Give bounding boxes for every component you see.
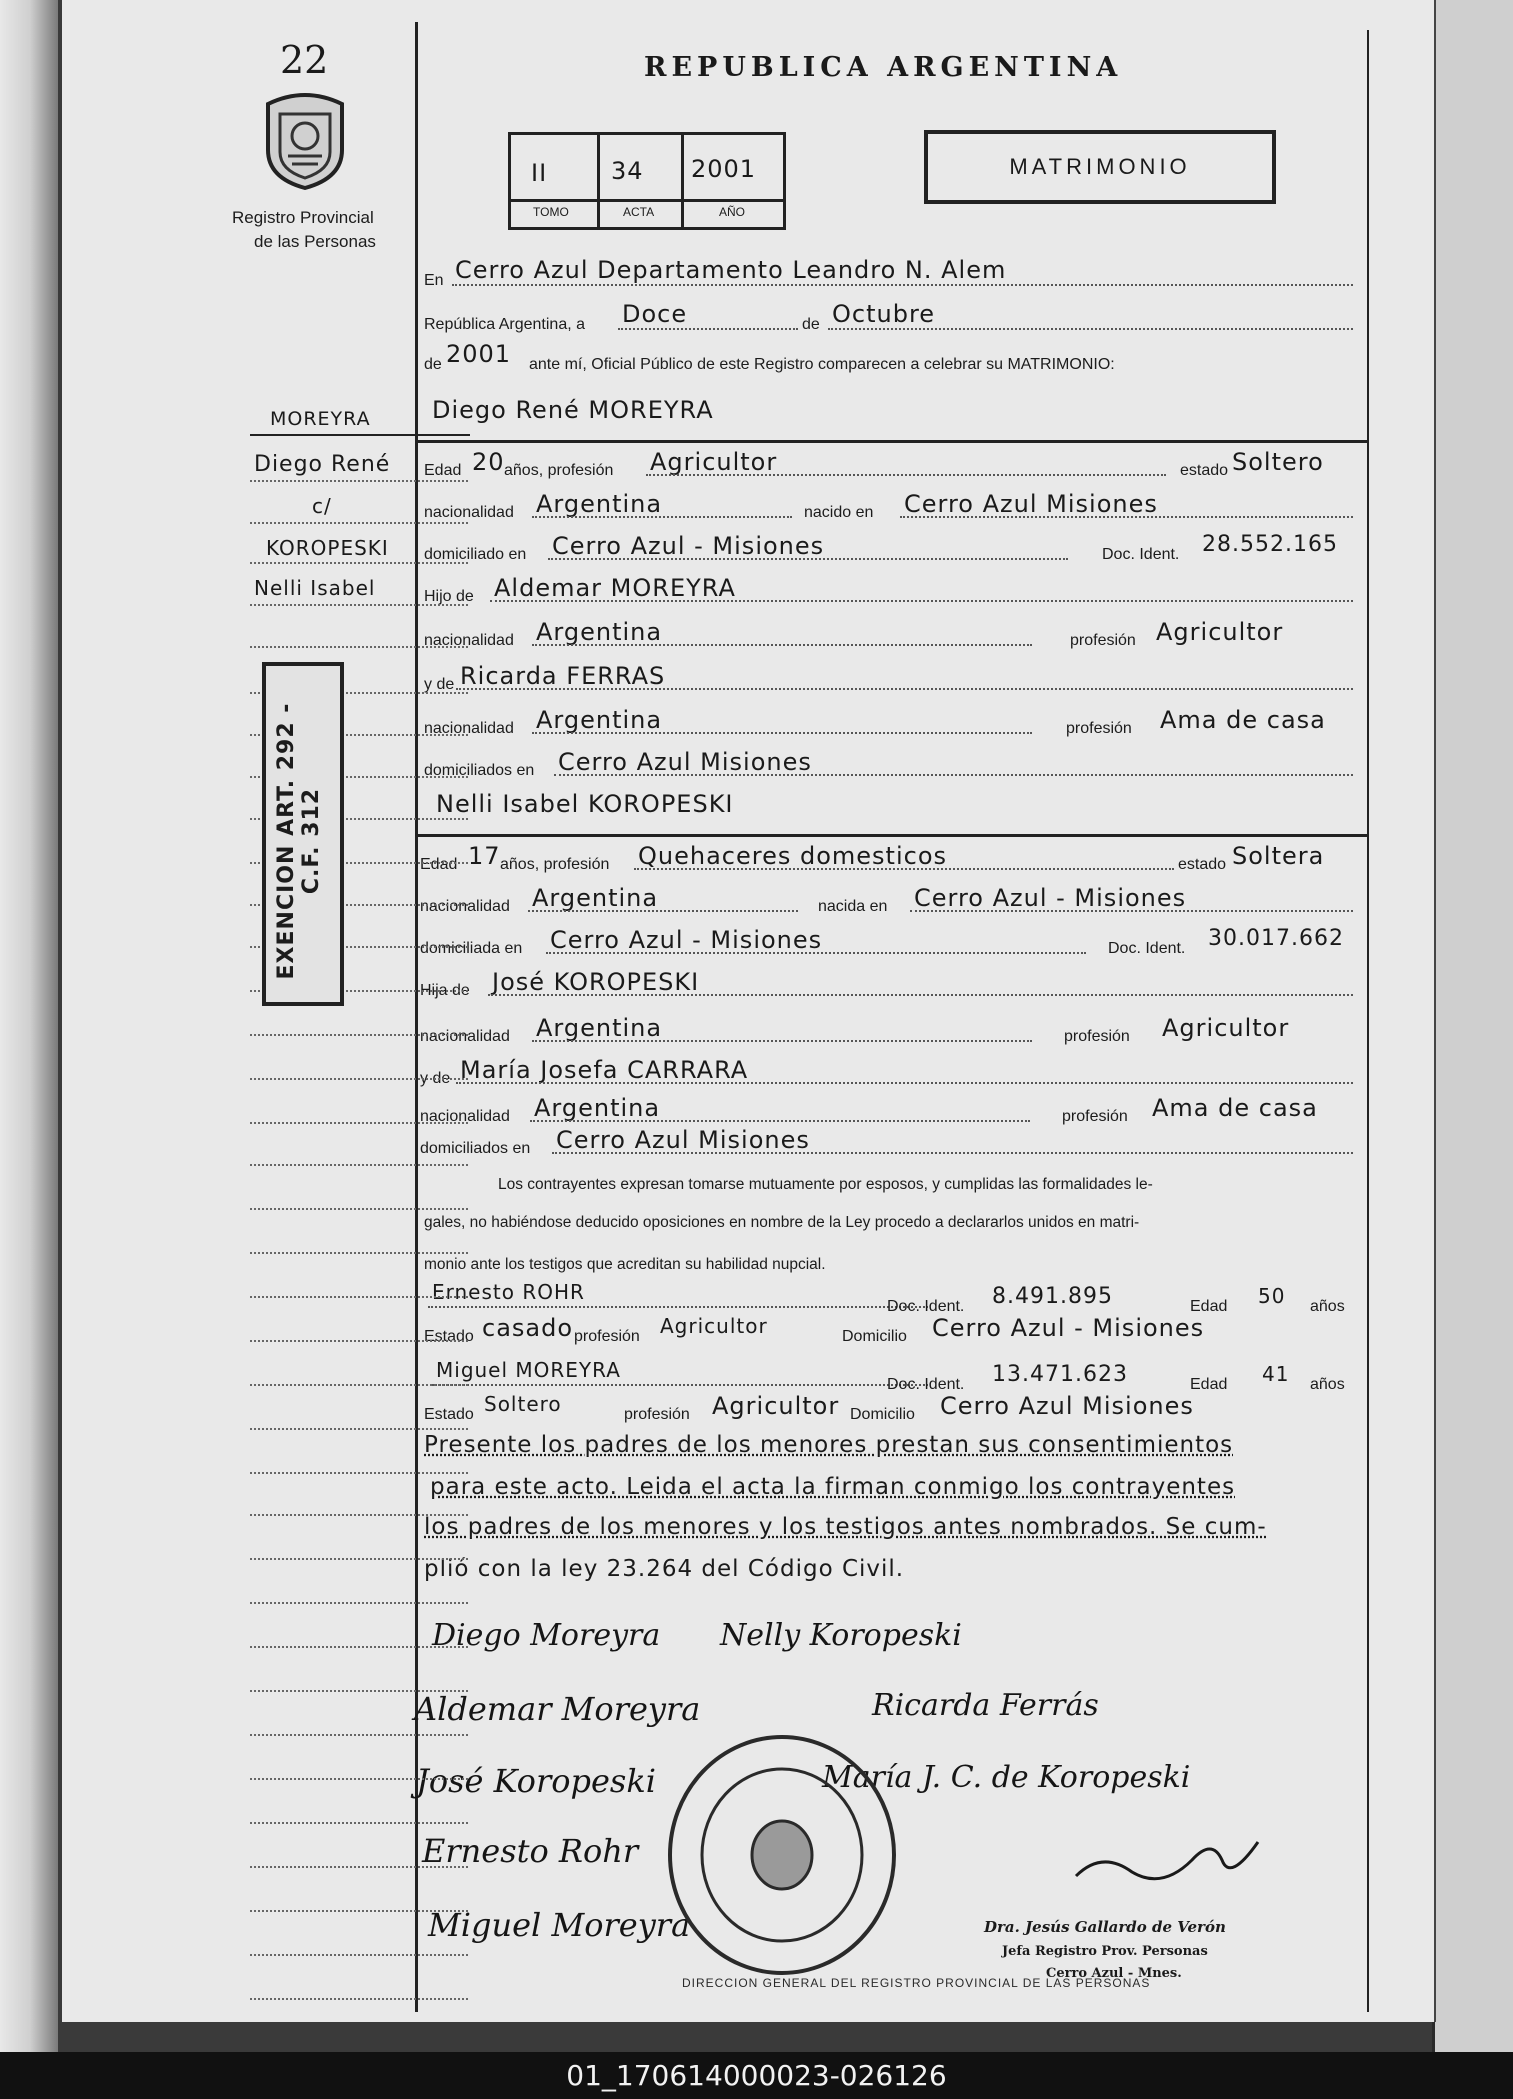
margin-surname2: KOROPESKI — [266, 536, 389, 560]
day-value: Doce — [622, 300, 688, 328]
act-type-box: MATRIMONIO — [924, 130, 1276, 204]
declaration-line3: monio ante los testigos que acreditan su habilidad nupcial. — [424, 1256, 826, 1273]
seal-text: DIRECCION GENERAL DEL REGISTRO PROVINCIAL DE LAS PERSONAS — [682, 1976, 1151, 1990]
groom-hijo-label: Hijo de — [424, 588, 474, 605]
right-page-edge — [1432, 0, 1513, 2052]
groom-doc-label: Doc. Ident. — [1102, 546, 1180, 563]
groom-estado: Soltero — [1232, 448, 1324, 476]
groom-age: 20 — [472, 448, 505, 476]
bride-edad-label: Edad — [420, 856, 458, 873]
groom-mother-prof-label: profesión — [1066, 720, 1132, 737]
groom-doc: 28.552.165 — [1202, 532, 1338, 557]
bride-father: José KOROPESKI — [492, 968, 700, 996]
bride-dom-label: domiciliada en — [420, 940, 523, 957]
witness1-prof-label: profesión — [574, 1328, 640, 1345]
witness2-dom-label: Domicilio — [850, 1406, 915, 1423]
groom-parents-dom-label: domiciliados en — [424, 762, 535, 779]
groom-estado-label: estado — [1180, 462, 1229, 479]
tomo-value: II — [531, 159, 548, 187]
margin-conj: c/ — [312, 494, 332, 518]
bride-father-profession: Agricultor — [1162, 1014, 1290, 1042]
place-value: Cerro Azul Departamento Leandro N. Alem — [455, 256, 1007, 284]
groom-birthplace: Cerro Azul Misiones — [904, 490, 1158, 518]
groom-dom-label: domiciliado en — [424, 546, 527, 563]
witness1-estado: casado — [482, 1314, 574, 1342]
page-number: 22 — [280, 38, 329, 82]
groom-yde-label: y de — [424, 676, 455, 693]
coat-of-arms-icon — [258, 90, 352, 190]
de-label: de — [802, 316, 820, 333]
bride-age: 17 — [468, 842, 501, 870]
bride-parents-domicile: Cerro Azul Misiones — [556, 1126, 810, 1154]
signature-witness2: Miguel Moreyra — [428, 1906, 691, 1944]
signature-bride-mother: María J. C. de Koropeski — [822, 1760, 1191, 1795]
groom-mother-nationality: Argentina — [536, 706, 663, 734]
notes-line2: para este acto. Leida el acta la firman conmigo los contrayentes — [430, 1474, 1236, 1500]
notes-line1: Presente los padres de los menores prestan sus consentimientos — [424, 1432, 1234, 1458]
groom-profession: Agricultor — [650, 448, 778, 476]
groom-nac-label: nacionalidad — [424, 504, 514, 521]
declaration-line2: gales, no habiéndose deducido oposiciones en nombre de la Ley procedo a declararlos unidos en matri- — [424, 1214, 1140, 1231]
witness2-edad-label: Edad — [1190, 1376, 1228, 1393]
official-signature-icon — [1072, 1820, 1272, 1900]
groom-mother-profession: Ama de casa — [1160, 706, 1326, 734]
bride-nacida-label: nacida en — [818, 898, 888, 915]
signature-groom-mother: Ricarda Ferrás — [872, 1688, 1099, 1723]
exemption-stamp-text: EXENCION ART. 292 - C.F. 312 — [274, 702, 324, 980]
witness2-name: Miguel MOREYRA — [436, 1358, 621, 1382]
tomo-label: TOMO — [533, 205, 569, 219]
witness2-doc: 13.471.623 — [992, 1362, 1128, 1387]
bride-yde-label: y de — [420, 1070, 451, 1087]
groom-domicile: Cerro Azul - Misiones — [552, 532, 825, 560]
intro-text: ante mí, Oficial Público de este Registro comparecen a celebrar su MATRIMONIO: — [529, 356, 1115, 373]
margin-surname: MOREYRA — [270, 408, 371, 430]
witness2-domicile: Cerro Azul Misiones — [940, 1392, 1194, 1420]
witness2-estado-label: Estado — [424, 1406, 474, 1423]
bride-hija-label: Hija de — [420, 982, 470, 999]
witness1-age: 50 — [1258, 1284, 1286, 1308]
bride-prof-label: años, profesión — [500, 856, 610, 873]
signature-groom: Diego Moreyra — [432, 1618, 661, 1653]
declaration-line1: Los contrayentes expresan tomarse mutuamente por esposos, y cumplidas las formalidades le- — [498, 1176, 1153, 1193]
act-reference-box — [508, 132, 786, 230]
bride-mother-nationality: Argentina — [534, 1094, 661, 1122]
en-label: En — [424, 272, 444, 289]
file-id-footer: 01_170614000023-026126 — [0, 2052, 1513, 2099]
groom-edad-label: Edad — [424, 462, 462, 479]
official-seal-icon — [662, 1730, 902, 1980]
bride-father-nac-label: nacionalidad — [420, 1028, 510, 1045]
bride-estado-label: estado — [1178, 856, 1227, 873]
bride-domicile: Cerro Azul - Misiones — [550, 926, 823, 954]
groom-nationality: Argentina — [536, 490, 663, 518]
acta-label: ACTA — [623, 205, 655, 219]
witness1-edad-label: Edad — [1190, 1298, 1228, 1315]
witness2-profession: Agricultor — [712, 1392, 840, 1420]
signature-witness1: Ernesto Rohr — [422, 1832, 639, 1870]
anio-label: AÑO — [719, 205, 746, 219]
right-border — [1367, 30, 1369, 2012]
bride-mother-nac-label: nacionalidad — [420, 1108, 510, 1125]
republica-label: República Argentina, a — [424, 316, 585, 333]
signature-bride-father: José Koropeski — [416, 1762, 656, 1800]
margin-first-names: Diego René — [254, 452, 391, 477]
groom-mother-nac-label: nacionalidad — [424, 720, 514, 737]
witness1-estado-label: Estado — [424, 1328, 474, 1345]
witness1-dom-label: Domicilio — [842, 1328, 907, 1345]
certificate-paper — [62, 0, 1436, 2022]
notes-line3: los padres de los menores y los testigos antes nombrados. Se cum- — [424, 1514, 1267, 1540]
official-name: Dra. Jesús Gallardo de Verón — [984, 1918, 1226, 1936]
month-value: Octubre — [832, 300, 936, 328]
witness1-name: Ernesto ROHR — [432, 1280, 585, 1304]
bride-name: Nelli Isabel KOROPESKI — [436, 790, 734, 818]
witness2-doc-label: Doc. Ident. — [887, 1376, 965, 1393]
bride-nationality: Argentina — [532, 884, 659, 912]
registry-name-line1: Registro Provincial — [232, 208, 374, 227]
bride-birthplace: Cerro Azul - Misiones — [914, 884, 1187, 912]
notes-line4: plió con la ley 23.264 del Código Civil. — [424, 1556, 905, 1582]
groom-prof-label: años, profesión — [504, 462, 614, 479]
groom-father-nac-label: nacionalidad — [424, 632, 514, 649]
groom-father-prof-label: profesión — [1070, 632, 1136, 649]
groom-mother: Ricarda FERRAS — [460, 662, 666, 690]
groom-father-profession: Agricultor — [1156, 618, 1284, 646]
witness1-anios-label: años — [1310, 1298, 1345, 1315]
year-value: 2001 — [446, 340, 512, 368]
country-title: REPUBLICA ARGENTINA — [644, 52, 1123, 83]
witness1-domicile: Cerro Azul - Misiones — [932, 1314, 1205, 1342]
anio-value: 2001 — [691, 155, 757, 183]
bride-doc-label: Doc. Ident. — [1108, 940, 1186, 957]
witness1-doc-label: Doc. Ident. — [887, 1298, 965, 1315]
signature-bride: Nelly Koropeski — [720, 1618, 962, 1653]
groom-nacido-label: nacido en — [804, 504, 874, 521]
bride-nac-label: nacionalidad — [420, 898, 510, 915]
witness2-estado: Soltero — [484, 1392, 562, 1416]
bride-father-nationality: Argentina — [536, 1014, 663, 1042]
bride-parents-dom-label: domiciliados en — [420, 1140, 531, 1157]
groom-name: Diego René MOREYRA — [432, 396, 714, 424]
official-title: Jefa Registro Prov. Personas — [1002, 1944, 1208, 1959]
witness2-prof-label: profesión — [624, 1406, 690, 1423]
exemption-stamp — [262, 662, 344, 1006]
signature-groom-father: Aldemar Moreyra — [414, 1690, 701, 1728]
bride-profession: Quehaceres domesticos — [638, 842, 948, 870]
left-page-edge — [0, 0, 58, 2052]
witness1-profession: Agricultor — [660, 1314, 768, 1338]
groom-parents-domicile: Cerro Azul Misiones — [558, 748, 812, 776]
groom-father: Aldemar MOREYRA — [494, 574, 736, 602]
witness1-doc: 8.491.895 — [992, 1284, 1113, 1309]
bride-doc: 30.017.662 — [1208, 926, 1344, 951]
registry-name-line2: de las Personas — [254, 232, 376, 251]
bride-mother-profession: Ama de casa — [1152, 1094, 1318, 1122]
official-location: Cerro Azul - Mnes. — [1046, 1966, 1182, 1981]
bride-father-prof-label: profesión — [1064, 1028, 1130, 1045]
bride-mother: María Josefa CARRARA — [460, 1056, 749, 1084]
witness2-anios-label: años — [1310, 1376, 1345, 1393]
margin-first-names2: Nelli Isabel — [254, 576, 376, 600]
year-prefix: de — [424, 356, 442, 373]
witness2-age: 41 — [1262, 1362, 1290, 1386]
groom-father-nationality: Argentina — [536, 618, 663, 646]
bride-estado: Soltera — [1232, 842, 1325, 870]
bride-mother-prof-label: profesión — [1062, 1108, 1128, 1125]
acta-value: 34 — [611, 157, 644, 185]
